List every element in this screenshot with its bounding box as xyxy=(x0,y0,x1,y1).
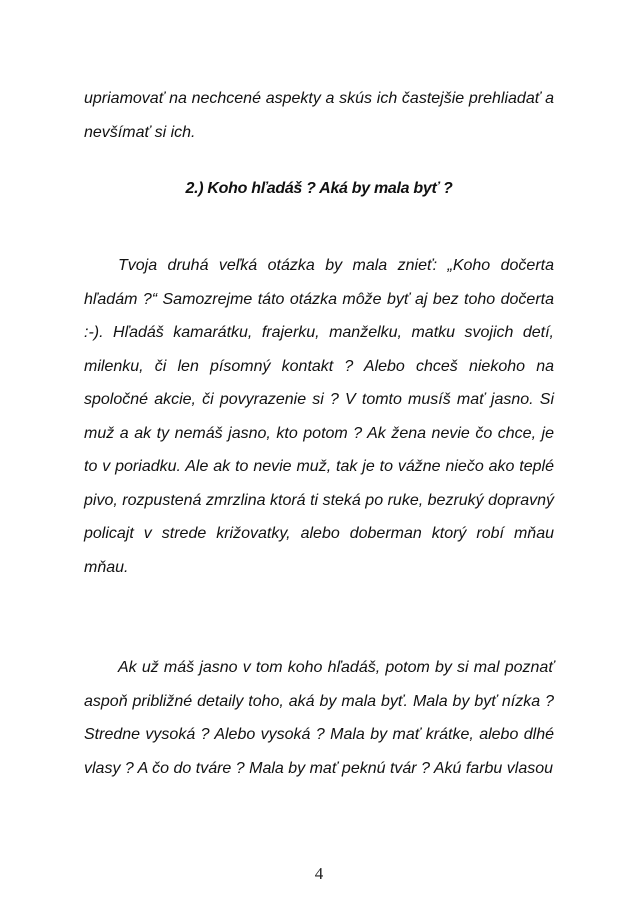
paragraph-2: Tvoja druhá veľká otázka by mala znieť: „Koho dočerta hľadám ?“ Samozrejme táto otázka môže byť aj bez toho dočerta :-). Hľadáš kamarátku, frajerku, manželku, matku svojich detí, milenku, či len písomný kontakt ? Alebo chceš niekoho na spoločné akcie, či povyrazenie si ? V tomto musíš mať jasno. Si muž a ak ty nemáš jasno, kto potom ? Ak žena nevie čo chce, je to v poriadku. Ale ak to nevie muž, tak je to vážne niečo ako teplé pivo, rozpustená zmrzlina ktorá ti steká po ruke, bezruký dopravný policajt v strede križovatky, alebo doberman ktorý robí mňau mňau. xyxy=(84,257,554,576)
paragraph-3: Ak už máš jasno v tom koho hľadáš, potom by si mal poznať aspoň približné detaily toho, aká by mala byť. Mala by byť nízka ? Stredne vysoká ? Alebo vysoká ? Mala by mať krátke, alebo dlhé vlasy ? A čo do tváre ? Mala by mať peknú tvár ? Akú farbu vlasou xyxy=(84,659,554,777)
page-number: 4 xyxy=(314,864,324,883)
paragraph-1: upriamovať na nechcené aspekty a skús ich častejšie prehliadať a nevšímať si ich. xyxy=(84,90,554,141)
section-heading: 2.) Koho hľadáš ? Aká by mala byť ? xyxy=(185,180,453,197)
